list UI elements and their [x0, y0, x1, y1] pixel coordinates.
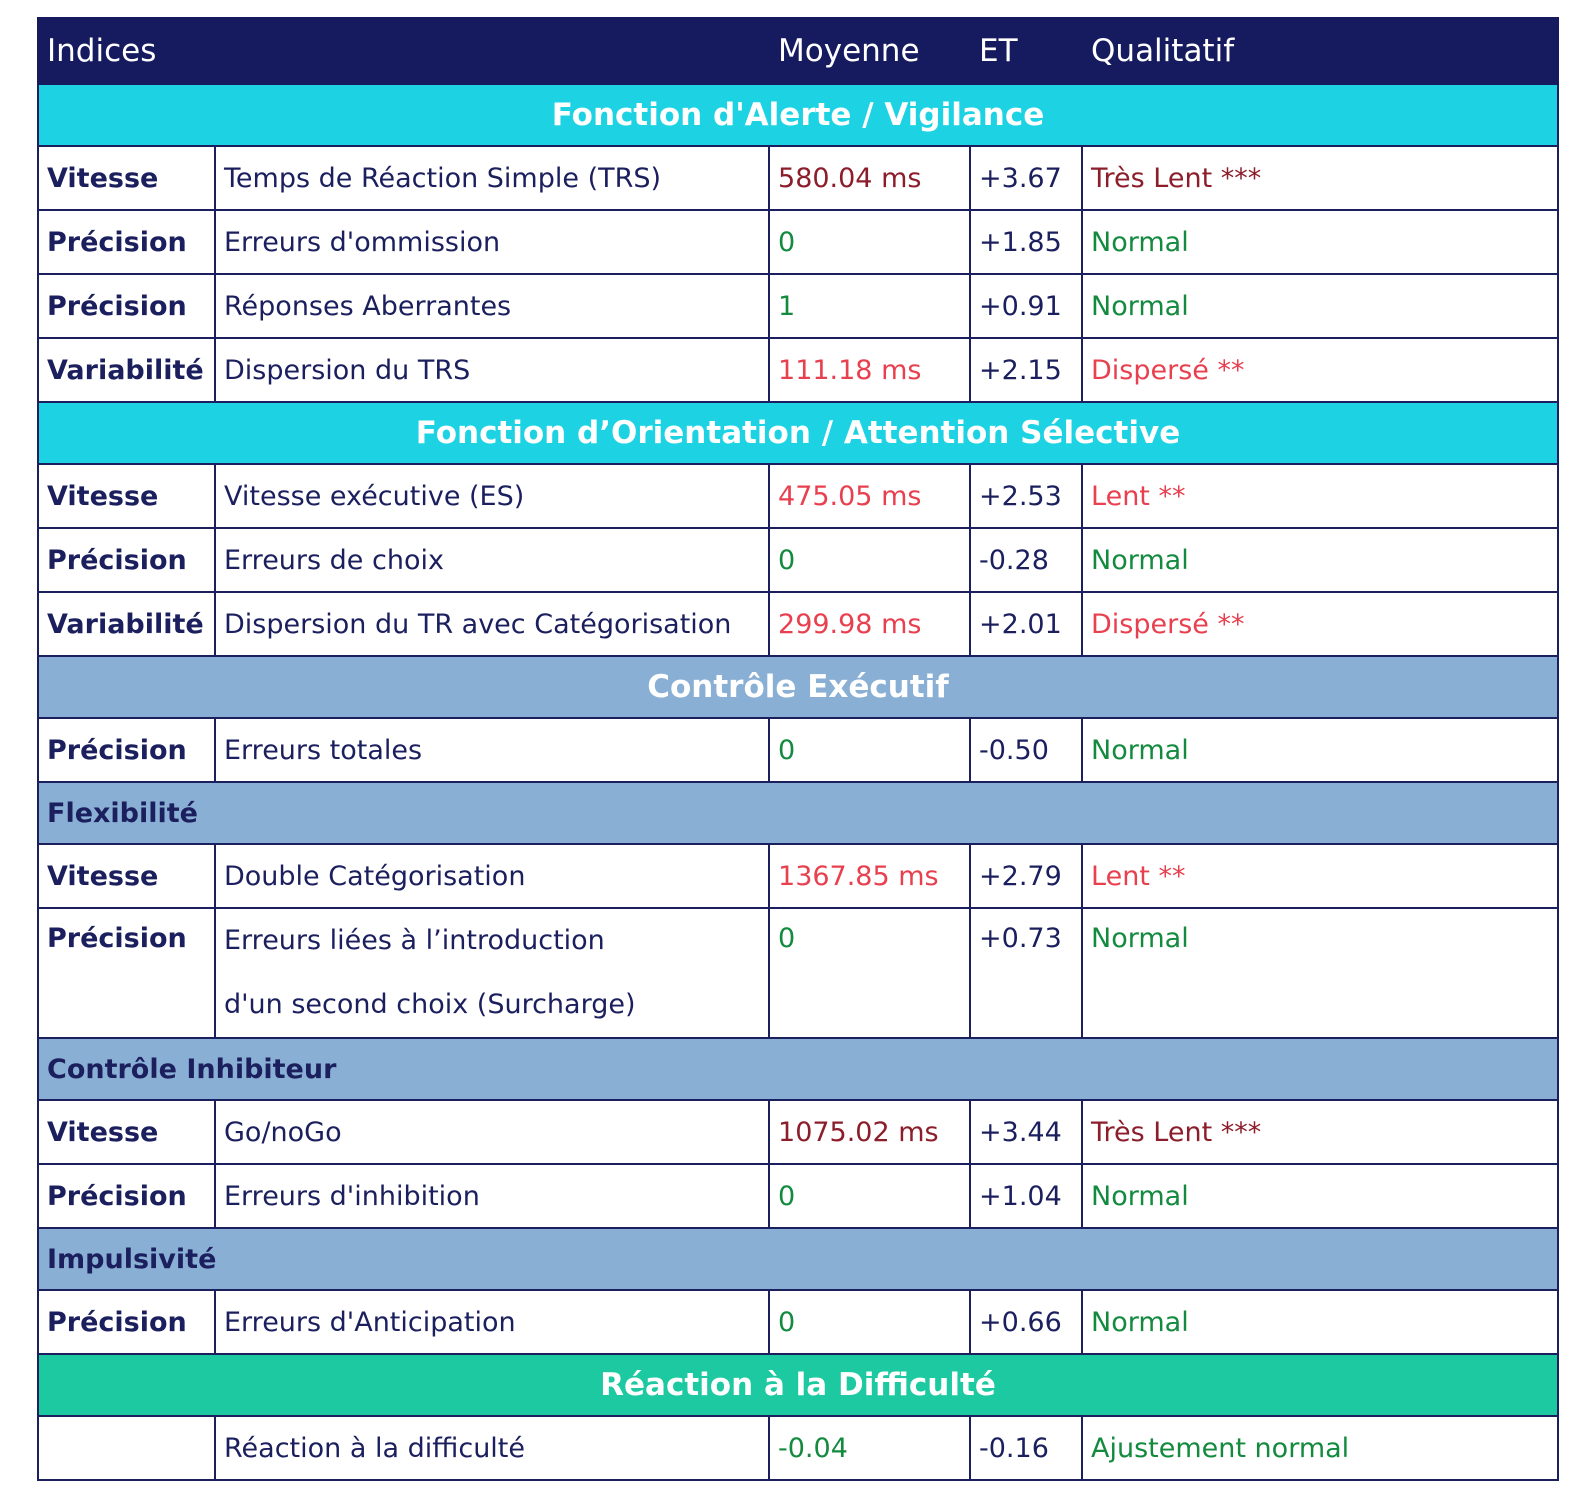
row-mean: 0	[769, 1164, 970, 1228]
row-index: Réaction à la difficulté	[215, 1416, 769, 1480]
header-et: ET	[970, 18, 1082, 84]
section-title-difficulte: Réaction à la Difficulté	[38, 1354, 1558, 1416]
table-row	[38, 1100, 1558, 1164]
row-mean: 0	[769, 528, 970, 592]
row-et: -0.50	[970, 718, 1082, 782]
row-index-line-1: Erreurs liées à l’introduction	[224, 925, 605, 956]
row-index: Erreurs d'Anticipation	[215, 1290, 769, 1354]
row-qualitative: Normal	[1082, 718, 1558, 782]
row-mean: 0	[769, 1290, 970, 1354]
section-row	[38, 84, 1558, 146]
row-category: Précision	[38, 528, 215, 592]
row-mean: 475.05 ms	[769, 464, 970, 528]
row-qualitative: Normal	[1082, 274, 1558, 338]
row-mean: 0	[769, 210, 970, 274]
row-mean: 299.98 ms	[769, 592, 970, 656]
row-mean: 0	[769, 718, 970, 782]
row-category: Vitesse	[38, 146, 215, 210]
table-row	[38, 592, 1558, 656]
row-et: -0.28	[970, 528, 1082, 592]
row-mean: 111.18 ms	[769, 338, 970, 402]
row-category: Variabilité	[38, 592, 215, 656]
header-qualitatif: Qualitatif	[1082, 18, 1558, 84]
row-qualitative: Normal	[1082, 908, 1558, 1038]
row-index: Vitesse exécutive (ES)	[215, 464, 769, 528]
section-title-alerte: Fonction d'Alerte / Vigilance	[38, 84, 1558, 146]
table-row	[38, 210, 1558, 274]
row-mean: 1	[769, 274, 970, 338]
row-mean: 1075.02 ms	[769, 1100, 970, 1164]
subsection-row	[38, 782, 1558, 844]
row-et: +0.73	[970, 908, 1082, 1038]
results-table	[37, 17, 1559, 1481]
row-et: -0.16	[970, 1416, 1082, 1480]
row-mean: 580.04 ms	[769, 146, 970, 210]
row-index: Réponses Aberrantes	[215, 274, 769, 338]
table-row	[38, 528, 1558, 592]
row-category: Précision	[38, 1164, 215, 1228]
subsection-row	[38, 1228, 1558, 1290]
section-title-controle: Contrôle Exécutif	[38, 656, 1558, 718]
table-row	[38, 1164, 1558, 1228]
row-et: +1.04	[970, 1164, 1082, 1228]
table-row	[38, 338, 1558, 402]
table-row	[38, 1290, 1558, 1354]
row-index: Dispersion du TRS	[215, 338, 769, 402]
section-title-orientation: Fonction d’Orientation / Attention Sélective	[38, 402, 1558, 464]
row-et: +3.67	[970, 146, 1082, 210]
row-mean: 1367.85 ms	[769, 844, 970, 908]
row-index-line-2: d'un second choix (Surcharge)	[224, 989, 636, 1020]
row-index: Erreurs de choix	[215, 528, 769, 592]
table-row	[38, 908, 1558, 1038]
table-row	[38, 718, 1558, 782]
row-et: +3.44	[970, 1100, 1082, 1164]
row-et: +2.53	[970, 464, 1082, 528]
row-category: Précision	[38, 908, 215, 1038]
row-et: +2.01	[970, 592, 1082, 656]
header-moyenne: Moyenne	[769, 18, 970, 84]
row-mean: 0	[769, 908, 970, 1038]
row-qualitative: Dispersé **	[1082, 592, 1558, 656]
subsection-title-flexibilite: Flexibilité	[38, 782, 1558, 844]
subsection-row	[38, 1038, 1558, 1100]
row-et: +0.66	[970, 1290, 1082, 1354]
row-et: +2.79	[970, 844, 1082, 908]
table-header-row	[38, 18, 1558, 84]
subsection-title-impulsivite: Impulsivité	[38, 1228, 1558, 1290]
row-index	[215, 908, 769, 1038]
row-et: +2.15	[970, 338, 1082, 402]
row-category: Vitesse	[38, 464, 215, 528]
subsection-title-inhibiteur: Contrôle Inhibiteur	[38, 1038, 1558, 1100]
table-row	[38, 146, 1558, 210]
row-qualitative: Ajustement normal	[1082, 1416, 1558, 1480]
row-index: Double Catégorisation	[215, 844, 769, 908]
row-category: Vitesse	[38, 844, 215, 908]
row-qualitative: Normal	[1082, 528, 1558, 592]
section-row	[38, 656, 1558, 718]
row-qualitative: Lent **	[1082, 464, 1558, 528]
row-category	[38, 1416, 215, 1480]
header-indices: Indices	[38, 18, 769, 84]
table-row	[38, 274, 1558, 338]
row-category: Précision	[38, 718, 215, 782]
row-category: Vitesse	[38, 1100, 215, 1164]
row-category: Précision	[38, 1290, 215, 1354]
row-index: Erreurs d'ommission	[215, 210, 769, 274]
row-index: Temps de Réaction Simple (TRS)	[215, 146, 769, 210]
row-category: Précision	[38, 274, 215, 338]
table-row	[38, 1416, 1558, 1480]
row-mean: -0.04	[769, 1416, 970, 1480]
row-et: +0.91	[970, 274, 1082, 338]
row-index: Dispersion du TR avec Catégorisation	[215, 592, 769, 656]
row-qualitative: Très Lent ***	[1082, 146, 1558, 210]
row-category: Variabilité	[38, 338, 215, 402]
table-row	[38, 844, 1558, 908]
row-index: Erreurs d'inhibition	[215, 1164, 769, 1228]
row-qualitative: Lent **	[1082, 844, 1558, 908]
section-row	[38, 1354, 1558, 1416]
row-index: Go/noGo	[215, 1100, 769, 1164]
row-category: Précision	[38, 210, 215, 274]
row-qualitative: Normal	[1082, 1164, 1558, 1228]
row-qualitative: Dispersé **	[1082, 338, 1558, 402]
row-et: +1.85	[970, 210, 1082, 274]
row-qualitative: Normal	[1082, 1290, 1558, 1354]
row-index: Erreurs totales	[215, 718, 769, 782]
section-row	[38, 402, 1558, 464]
row-qualitative: Très Lent ***	[1082, 1100, 1558, 1164]
row-qualitative: Normal	[1082, 210, 1558, 274]
table-row	[38, 464, 1558, 528]
results-table-container	[37, 17, 1557, 1481]
